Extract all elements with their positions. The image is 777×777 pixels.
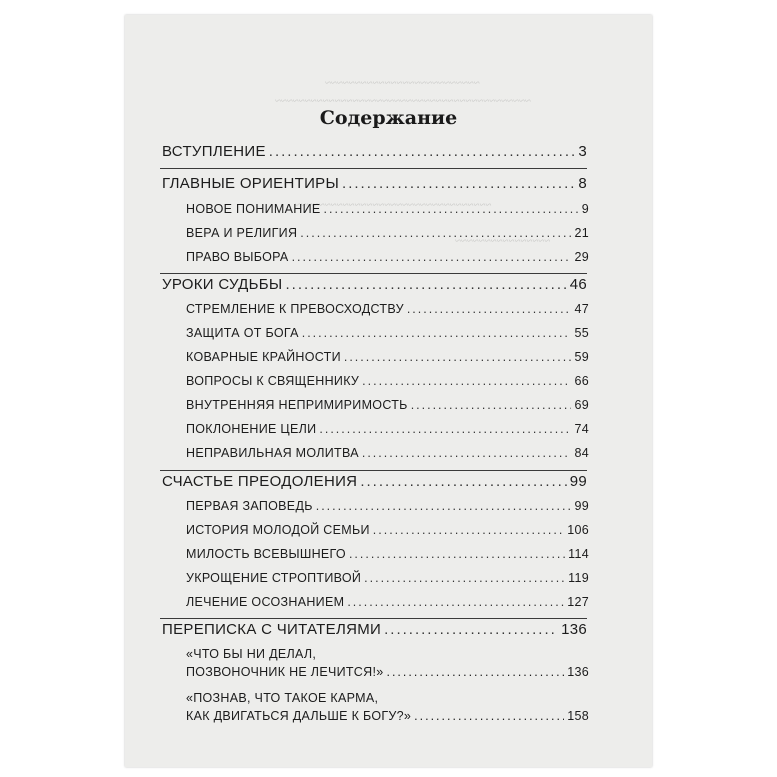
leader-dots [384, 621, 558, 638]
item-title-line2: КАК ДВИГАТЬСЯ ДАЛЬШЕ К БОГУ?» [186, 709, 412, 723]
item-title-line2: ПОЗВОНОЧНИК НЕ ЛЕЧИТСЯ!» [186, 665, 384, 679]
leader-dots [411, 398, 572, 412]
page-number: 66 [574, 374, 589, 388]
toc-item [186, 595, 589, 609]
page-number: 47 [574, 302, 589, 316]
page-number: 99 [569, 473, 587, 490]
page-title: Содержание [319, 107, 458, 129]
page-number: 114 [568, 547, 589, 561]
item-title: КОВАРНЫЕ КРАЙНОСТИ [186, 350, 341, 364]
toc-item [186, 499, 589, 513]
leader-dots [342, 175, 575, 192]
section-divider [160, 618, 587, 619]
page-number: 127 [567, 595, 589, 609]
item-title: СТРЕМЛЕНИЕ К ПРЕВОСХОДСТВУ [186, 302, 404, 316]
section-title: ГЛАВНЫЕ ОРИЕНТИРЫ [162, 175, 340, 192]
leader-dots [414, 709, 564, 723]
toc-item [186, 446, 589, 460]
toc-section [162, 473, 587, 490]
page-number: 106 [567, 523, 589, 537]
toc-item [186, 571, 589, 585]
item-title: НОВОЕ ПОНИМАНИЕ [186, 202, 321, 216]
leader-dots [269, 143, 576, 160]
page-number: 21 [574, 226, 589, 240]
page-number: 9 [581, 202, 589, 216]
page-number: 84 [574, 446, 589, 460]
toc-section [162, 175, 587, 192]
page-number: 136 [561, 621, 587, 638]
leader-dots [407, 302, 572, 316]
leader-dots [362, 446, 572, 460]
item-title: ПЕРВАЯ ЗАПОВЕДЬ [186, 499, 313, 513]
toc-item-multiline [186, 647, 589, 679]
book-page [125, 15, 652, 767]
item-title: УКРОЩЕНИЕ СТРОПТИВОЙ [186, 571, 362, 585]
item-title: ЗАЩИТА ОТ БОГА [186, 326, 299, 340]
toc-item [186, 326, 589, 340]
leader-dots [324, 202, 579, 216]
toc-item [186, 398, 589, 412]
toc-section [162, 621, 587, 638]
item-title: ПОКЛОНЕНИЕ ЦЕЛИ [186, 422, 317, 436]
item-title-line2-row [186, 709, 589, 723]
page-number: 55 [574, 326, 589, 340]
leader-dots [360, 473, 566, 490]
item-title: ПРАВО ВЫБОРА [186, 250, 289, 264]
item-title: ВЕРА И РЕЛИГИЯ [186, 226, 298, 240]
bleed-through-text: ~~~~~~~~~~~~~~~~~~~~~~~~~~ [325, 77, 480, 89]
page-number: 158 [567, 709, 589, 723]
bleed-through-text: ~~~~~~~~~~~~~~~~ [455, 235, 551, 247]
leader-dots [373, 523, 564, 537]
leader-dots [347, 595, 564, 609]
leader-dots [316, 499, 572, 513]
leader-dots [386, 665, 564, 679]
item-title-line2-row [186, 665, 589, 679]
section-divider [160, 273, 587, 274]
leader-dots [300, 226, 571, 240]
leader-dots [319, 422, 571, 436]
page-number: 99 [574, 499, 589, 513]
toc-item-multiline [186, 691, 589, 723]
page-number: 69 [574, 398, 589, 412]
section-divider [160, 470, 587, 471]
item-title-line1: «ЧТО БЫ НИ ДЕЛАЛ, [186, 647, 317, 661]
item-title: ЛЕЧЕНИЕ ОСОЗНАНИЕМ [186, 595, 345, 609]
item-title: МИЛОСТЬ ВСЕВЫШНЕГО [186, 547, 346, 561]
section-title: ВСТУПЛЕНИЕ [162, 143, 266, 160]
section-divider [160, 168, 587, 169]
toc-item [186, 422, 589, 436]
section-title: УРОКИ СУДЬБЫ [162, 276, 283, 293]
item-title: ВОПРОСЫ К СВЯЩЕННИКУ [186, 374, 360, 388]
section-title: СЧАСТЬЕ ПРЕОДОЛЕНИЯ [162, 473, 358, 490]
toc-section [162, 143, 587, 160]
page-number: 74 [574, 422, 589, 436]
toc-item [186, 226, 589, 240]
item-title: ИСТОРИЯ МОЛОДОЙ СЕМЬИ [186, 523, 370, 537]
table-of-contents [125, 15, 652, 767]
leader-dots [349, 547, 565, 561]
bleed-through-text: ~~~~~~~~~~~~~~~~~~~~~~~~~~~~~~~~~ [295, 199, 492, 211]
item-title-line1: «ПОЗНАВ, ЧТО ТАКОЕ КАРМА, [186, 691, 379, 705]
page-number: 3 [578, 143, 587, 160]
page-number: 136 [567, 665, 589, 679]
page-number: 8 [578, 175, 587, 192]
section-title: ПЕРЕПИСКА С ЧИТАТЕЛЯМИ [162, 621, 382, 638]
leader-dots [344, 350, 572, 364]
toc-item [186, 250, 589, 264]
toc-item [186, 350, 589, 364]
toc-item [186, 523, 589, 537]
toc-item [186, 302, 589, 316]
leader-dots [364, 571, 565, 585]
leader-dots [362, 374, 571, 388]
leader-dots [285, 276, 566, 293]
item-title: НЕПРАВИЛЬНАЯ МОЛИТВА [186, 446, 359, 460]
toc-section [162, 276, 587, 293]
page-number: 29 [574, 250, 589, 264]
toc-item [186, 202, 589, 216]
leader-dots [292, 250, 572, 264]
page-number: 59 [574, 350, 589, 364]
toc-item [186, 374, 589, 388]
bleed-through-text: ~~~~~~~~~~~~~~~~~~~~~~~~~~~~~~~~~~~~~~~~~~~ [275, 95, 531, 107]
page-number: 119 [568, 571, 589, 585]
leader-dots [302, 326, 572, 340]
toc-item [186, 547, 589, 561]
page-number: 46 [569, 276, 587, 293]
item-title: ВНУТРЕННЯЯ НЕПРИМИРИМОСТЬ [186, 398, 408, 412]
